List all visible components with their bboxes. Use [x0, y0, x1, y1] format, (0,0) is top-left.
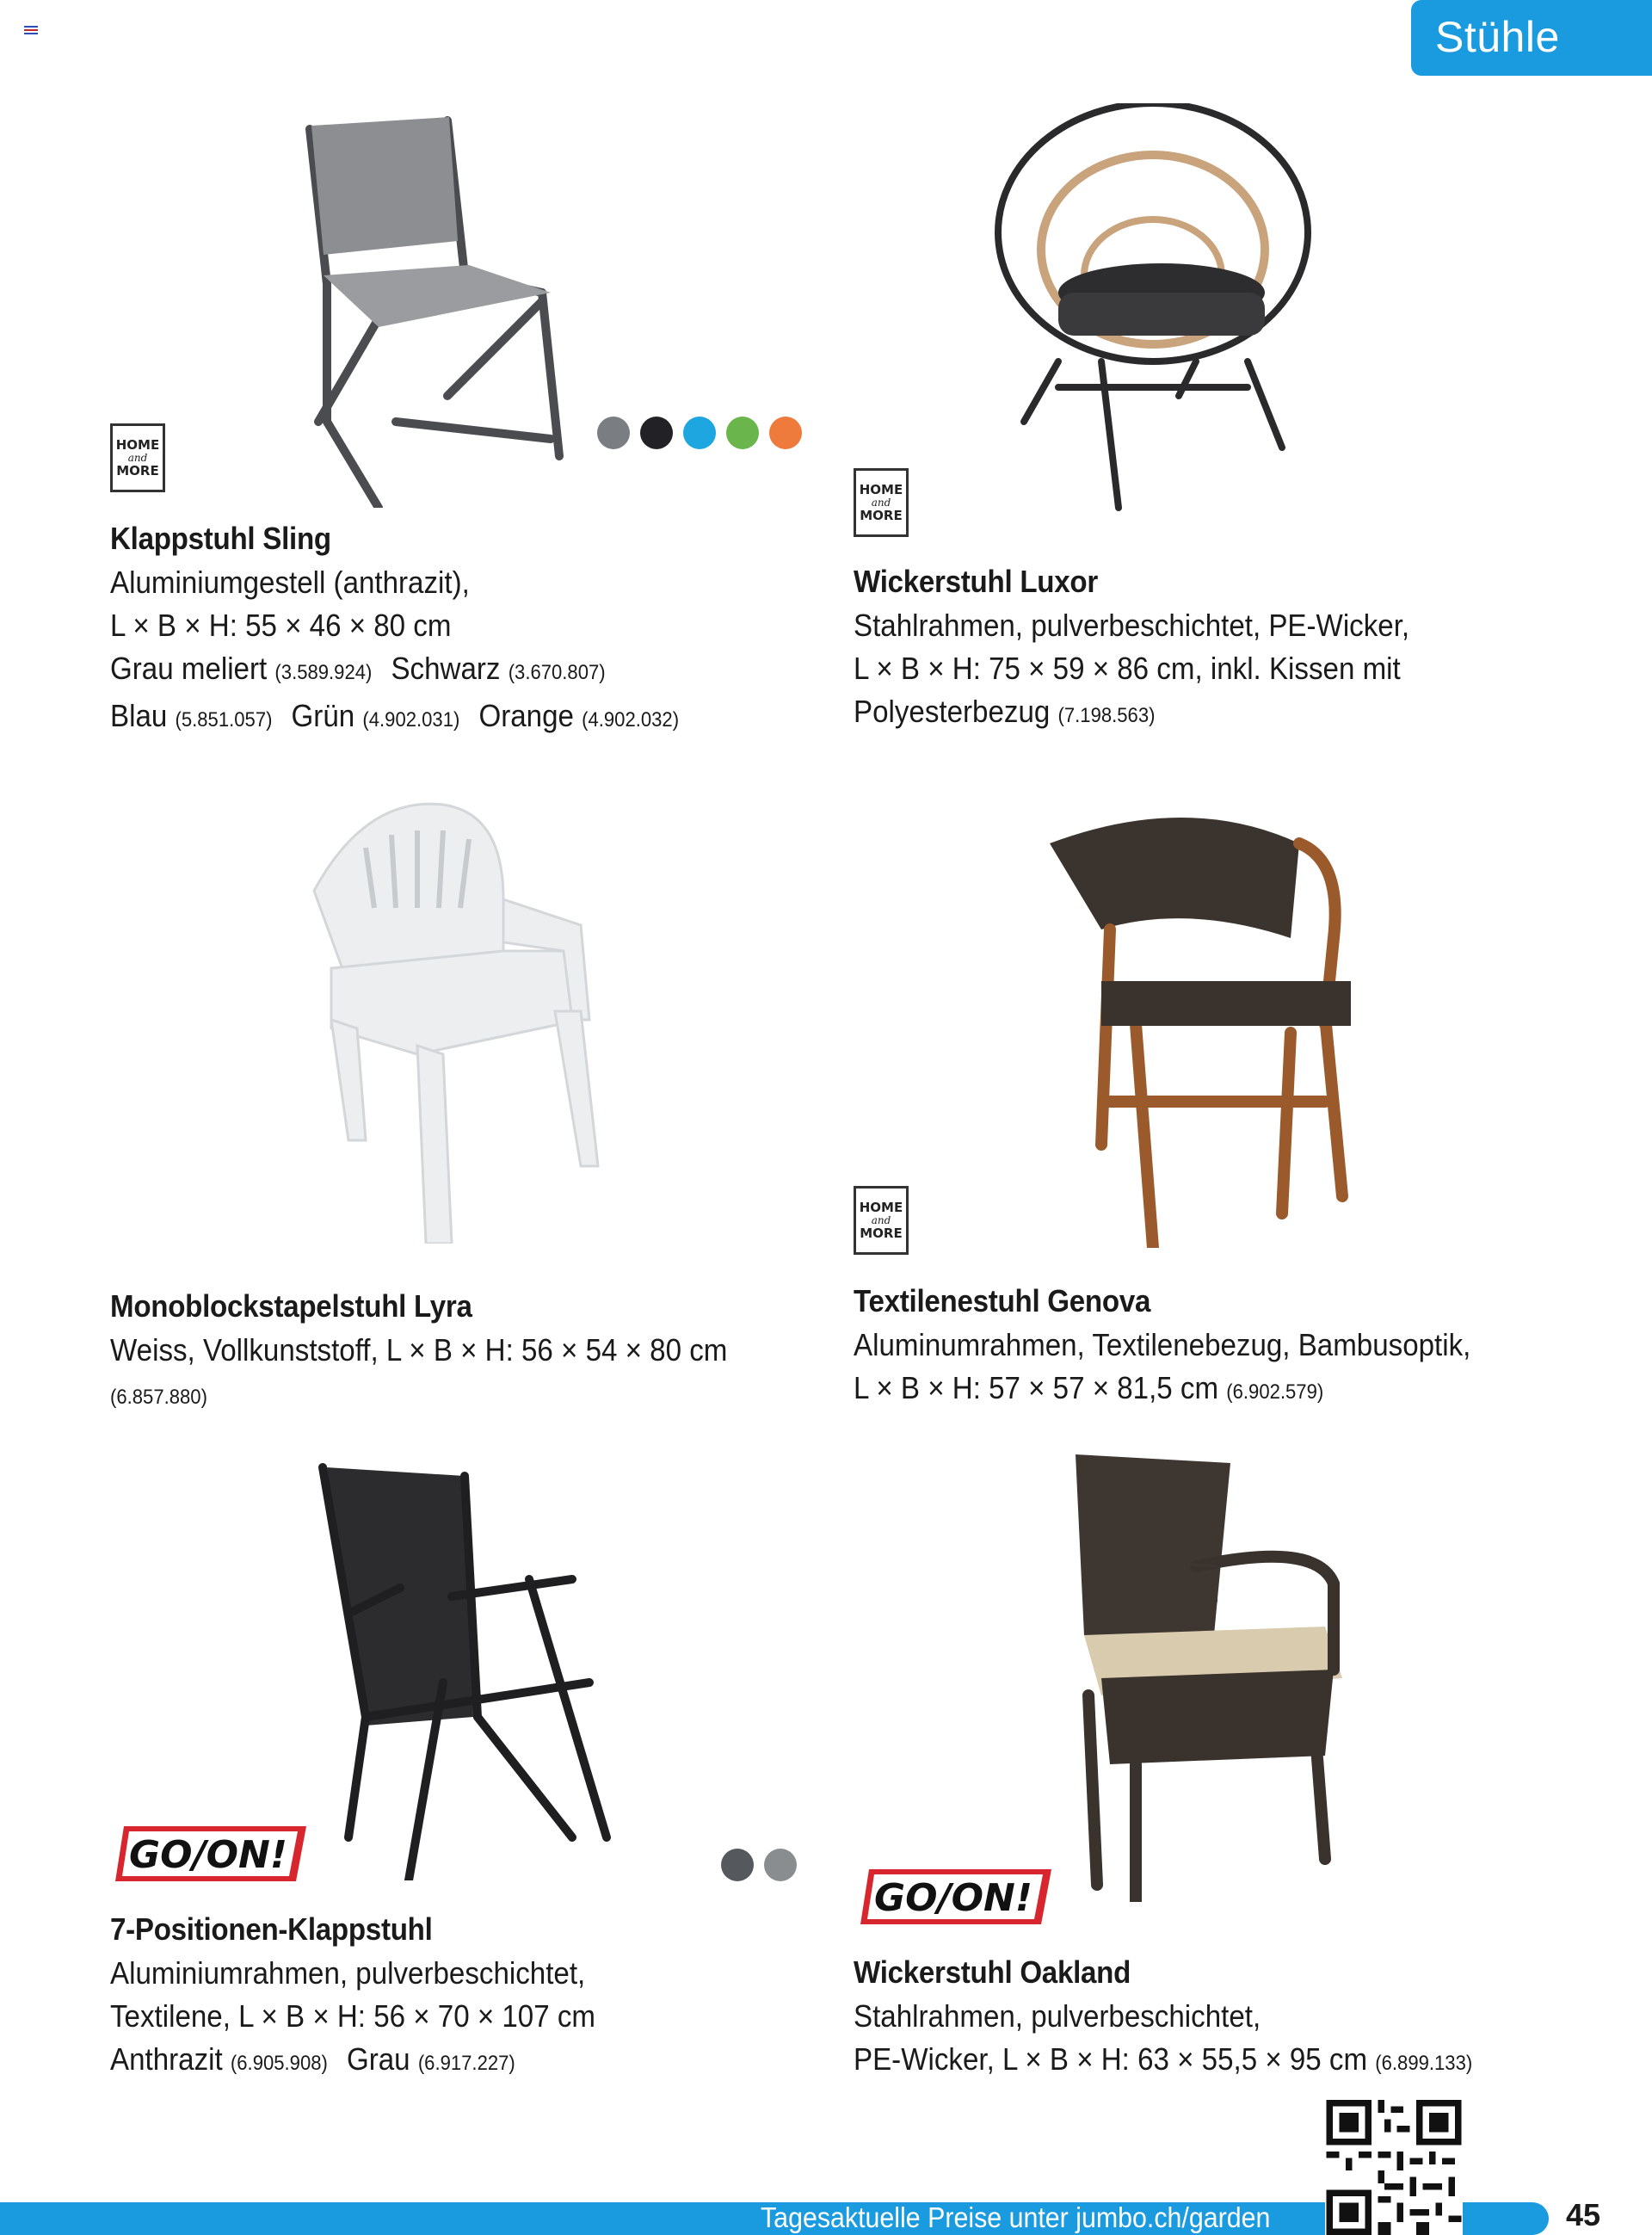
home-and-more-logo: HOME and MORE: [854, 468, 909, 537]
swatch[interactable]: [764, 1849, 797, 1881]
product-title: Textilenestuhl Genova: [854, 1283, 1151, 1318]
swatch[interactable]: [721, 1849, 754, 1881]
swatch[interactable]: [640, 417, 673, 449]
product-title: Klappstuhl Sling: [110, 521, 331, 556]
product-textilenestuhl-genova: Textilenestuhl Genova Aluminumrahmen, Textilenebezug, Bambusoptik, L × B × H: 57 × 57 × 81,5 cm (6.902.579): [854, 1279, 1559, 1414]
svg-text:GO/ON!: GO/ON!: [874, 1876, 1032, 1920]
product-title: Monoblockstapelstuhl Lyra: [110, 1288, 472, 1324]
home-and-more-logo: HOME and MORE: [854, 1186, 909, 1255]
product-title: Wickerstuhl Luxor: [854, 564, 1098, 599]
footer-link-text[interactable]: Tagesaktuelle Preise unter jumbo.ch/garden: [761, 2201, 1271, 2233]
swatch[interactable]: [683, 417, 716, 449]
home-and-more-logo: HOME and MORE: [110, 423, 165, 492]
section-tab: Stühle: [1411, 0, 1652, 76]
product-wickerstuhl-luxor: Wickerstuhl Luxor Stahlrahmen, pulverbeschichtet, PE-Wicker, L × B × H: 75 × 59 × 86 cm, inkl. Kissen mit Polyesterbezug (7.198.563): [854, 559, 1559, 738]
swatch[interactable]: [726, 417, 759, 449]
page-number: 45: [1565, 2197, 1600, 2232]
monoblockstapelstuhl-lyra-image: [297, 796, 607, 1244]
sling-color-swatches: [597, 417, 802, 449]
product-klappstuhl-sling: Klappstuhl Sling Aluminiumgestell (anthrazit), L × B × H: 55 × 46 × 80 cm Grau meliert (3.589.924) Schwarz (3.670.807) Blau (5.851.057) Grün (4.902.031) Orange (4.902.032): [110, 516, 816, 742]
klappstuhl-color-swatches: [721, 1849, 797, 1881]
swatch[interactable]: [769, 417, 802, 449]
wickerstuhl-oakland-image: [1058, 1454, 1351, 1902]
svg-text:GO/ON!: GO/ON!: [129, 1833, 287, 1877]
product-title: 7-Positionen-Klappstuhl: [110, 1911, 433, 1947]
wickerstuhl-luxor-image: [989, 103, 1316, 516]
product-wickerstuhl-oakland: Wickerstuhl Oakland Stahlrahmen, pulverbeschichtet, PE-Wicker, L × B × H: 63 × 55,5 × 95 cm (6.899.133): [854, 1950, 1559, 2085]
7-positionen-klappstuhl-image: [314, 1459, 615, 1880]
textilenestuhl-genova-image: [1041, 809, 1359, 1248]
product-monoblockstapelstuhl-lyra: Monoblockstapelstuhl Lyra Weiss, Vollkunststoff, L × B × H: 56 × 54 × 80 cm (6.857.880): [110, 1284, 816, 1419]
goon-logo: [112, 1823, 310, 1885]
product-7-positionen-klappstuhl: 7-Positionen-Klappstuhl Aluminiumrahmen, pulverbeschichtet, Textilene, L × B × H: 56 × 70 × 107 cm Anthrazit (6.905.908) Grau (6.917.227): [110, 1907, 816, 2085]
product-title: Wickerstuhl Oakland: [854, 1954, 1131, 1990]
swatch[interactable]: [597, 417, 630, 449]
goon-logo: [857, 1866, 1055, 1928]
corner-flag-icon: [24, 26, 38, 36]
qr-code-icon[interactable]: [1325, 2100, 1463, 2235]
klappstuhl-sling-image: [293, 112, 568, 508]
